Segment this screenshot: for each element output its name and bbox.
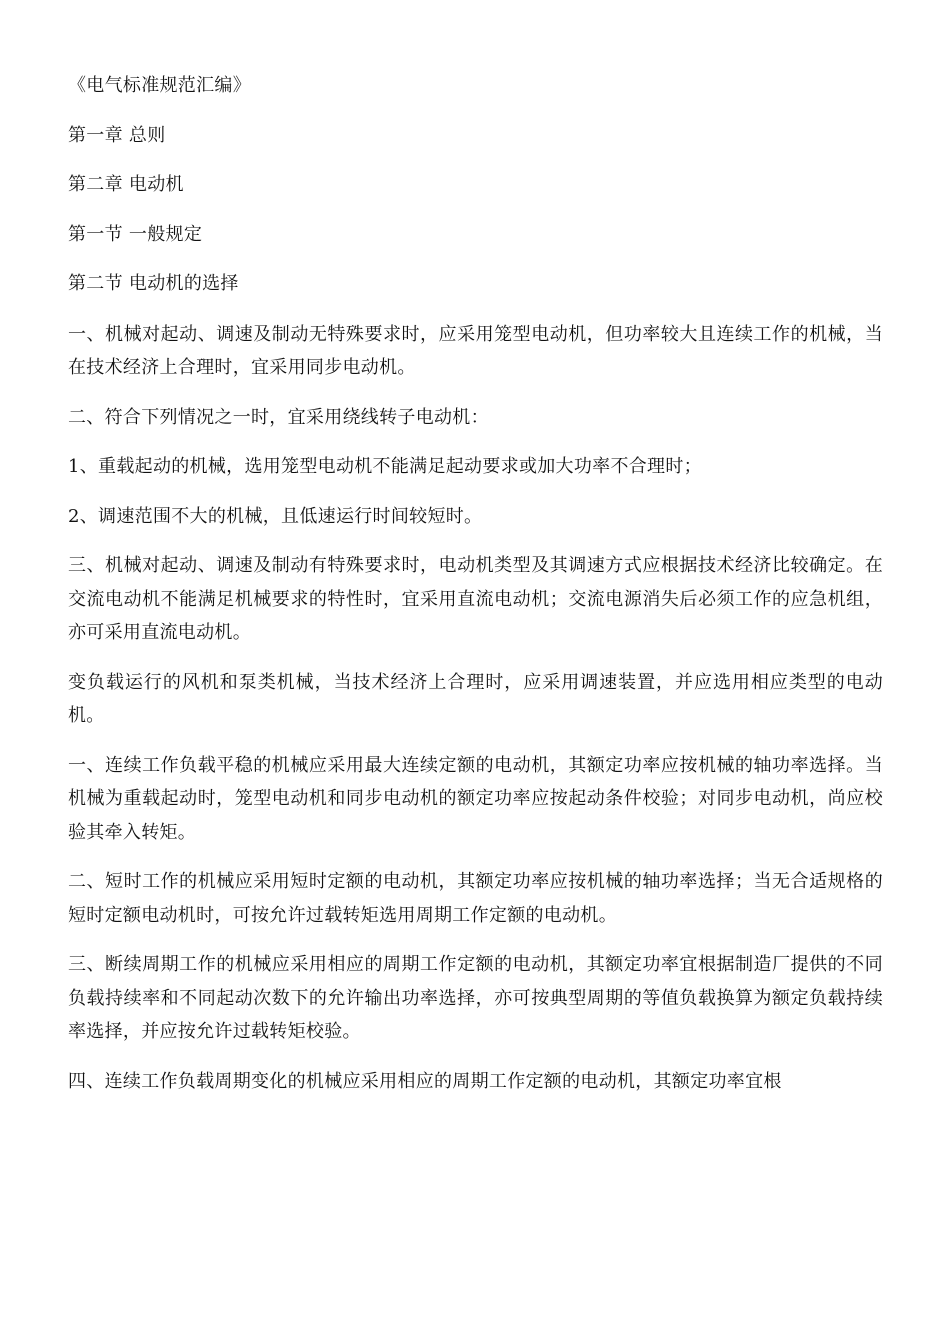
paragraph-7: 一、连续工作负载平稳的机械应采用最大连续定额的电动机，其额定功率应按机械的轴功率选择。当机械为重载起动时，笼型电动机和同步电动机的额定功率应按起动条件校验；对同步电动机，尚应校验其牵入转矩。 <box>68 754 883 843</box>
chapter-2-heading: 第二章 电动机 <box>68 174 184 195</box>
paragraph-6: 变负载运行的风机和泵类机械，当技术经济上合理时，应采用调速装置，并应选用相应类型的电动机。 <box>68 671 883 726</box>
paragraph-3: 1、重载起动的机械，选用笼型电动机不能满足起动要求或加大功率不合理时； <box>68 456 702 477</box>
section-2-heading: 第二节 电动机的选择 <box>68 273 239 294</box>
chapter-1-heading: 第一章 总则 <box>68 124 166 146</box>
paragraph-10: 四、连续工作负载周期变化的机械应采用相应的周期工作定额的电动机，其额定功率宜根 <box>68 1070 782 1092</box>
document-title: 《电气标准规范汇编》 <box>68 75 251 96</box>
paragraph-8: 二、短时工作的机械应采用短时定额的电动机，其额定功率应按机械的轴功率选择；当无合适规格的短时定额电动机时，可按允许过载转矩选用周期工作定额的电动机。 <box>68 871 883 926</box>
paragraph-9: 三、断续周期工作的机械应采用相应的周期工作定额的电动机，其额定功率宜根据制造厂提供的不同负载持续率和不同起动次数下的允许输出功率选择，亦可按典型周期的等值负载换算为额定负载持续率选择，并应按允许过载转矩校验。 <box>68 954 883 1042</box>
paragraph-5: 三、机械对起动、调速及制动有特殊要求时，电动机类型及其调速方式应根据技术经济比较确定。在交流电动机不能满足机械要求的特性时，宜采用直流电动机；交流电源消失后必须工作的应急机组，亦可采用直流电动机。 <box>68 555 883 643</box>
paragraph-2: 二、符合下列情况之一时，宜采用绕线转子电动机： <box>68 406 489 428</box>
paragraph-4: 2、调速范围不大的机械，且低速运行时间较短时。 <box>68 505 483 527</box>
paragraph-1: 一、机械对起动、调速及制动无特殊要求时，应采用笼型电动机，但功率较大且连续工作的机械，当在技术经济上合理时，宜采用同步电动机。 <box>68 323 883 378</box>
section-1-heading: 第一节 一般规定 <box>68 223 203 245</box>
document-body <box>68 70 883 1114</box>
